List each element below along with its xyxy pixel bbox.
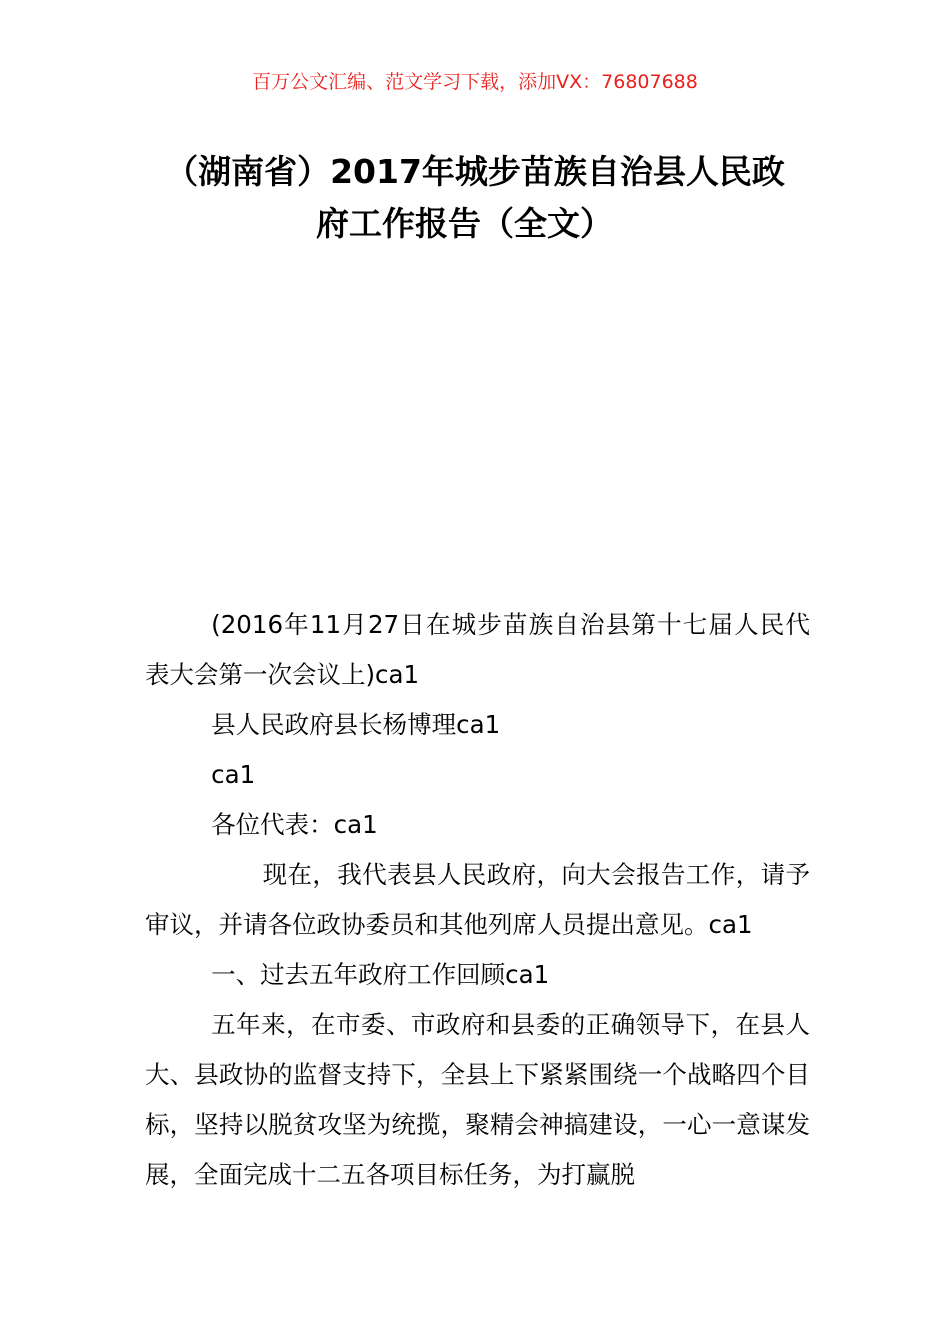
- paragraph-blank-marker: ca1: [211, 760, 256, 789]
- title-line-2: 府工作报告（全文）: [316, 204, 613, 243]
- section-heading: 一、过去五年政府工作回顾ca1: [211, 960, 550, 989]
- paragraph-opening: 现在，我代表县人民政府，向大会报告工作，请予审议，并请各位政协委员和其他列席人员提出意见。ca1: [145, 860, 810, 939]
- document-body: [145, 600, 810, 1200]
- title-line-1: （湖南省）2017年城步苗族自治县人民政: [165, 152, 785, 191]
- paragraph-session-info: (2016年11月27日在城步苗族自治县第十七届人民代表大会第一次会议上)ca1: [145, 610, 810, 689]
- document-title: [140, 146, 810, 250]
- header-note: 百万公文汇编、范文学习下载，添加VX：76807688: [252, 71, 698, 93]
- paragraph-speaker: 县人民政府县长杨博理ca1: [211, 710, 501, 739]
- paragraph-salutation: 各位代表：ca1: [211, 810, 378, 839]
- paragraph-review: 五年来，在市委、市政府和县委的正确领导下，在县人大、县政协的监督支持下，全县上下紧紧围绕一个战略四个目标，坚持以脱贫攻坚为统揽，聚精会神搞建设，一心一意谋发展，全面完成十二五各项目标任务，为打赢脱: [145, 1010, 810, 1189]
